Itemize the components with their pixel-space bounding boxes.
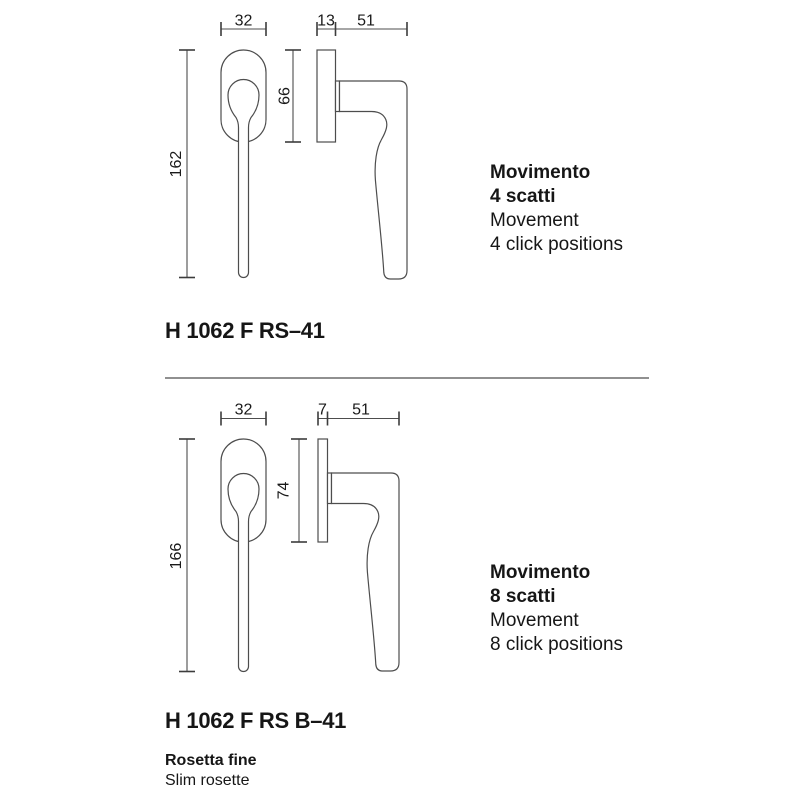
rosette-note	[165, 751, 257, 791]
dim-label: 13	[317, 12, 335, 30]
dimension-front-height	[168, 50, 195, 278]
drawing-top	[168, 13, 407, 280]
drawing-bottom	[168, 402, 399, 672]
rosette-side-outline	[317, 50, 336, 142]
movement-it-line1: Movimento	[490, 162, 591, 183]
movement-en-line1: Movement	[490, 610, 579, 631]
dimension-depth	[318, 402, 399, 426]
dim-label: 66	[276, 87, 294, 105]
section-divider	[165, 377, 649, 379]
product-code-bottom: H 1062 F RS B–41	[165, 708, 347, 733]
rosette-side-outline	[318, 439, 328, 542]
dim-label: 32	[234, 401, 253, 419]
dim-label: 32	[234, 12, 253, 30]
dim-label: 162	[168, 150, 185, 178]
handle-front-profile	[228, 80, 259, 278]
dimension-depth	[317, 13, 407, 37]
movement-it-line2: 8 scatti	[490, 586, 556, 607]
handle-side-profile	[328, 473, 400, 671]
movement-en-line1: Movement	[490, 210, 579, 231]
dim-label: 166	[168, 542, 185, 570]
handle-front-profile	[228, 474, 259, 672]
movement-en-line2: 4 click positions	[490, 234, 624, 255]
dimension-rosette-height	[277, 50, 302, 142]
dim-label: 51	[357, 12, 375, 30]
dim-label: 74	[275, 481, 293, 500]
product-code-top: H 1062 F RS–41	[165, 318, 325, 343]
dimension-rosette-height	[276, 439, 308, 542]
dim-label: 51	[352, 401, 370, 419]
rosette-note-title: Rosetta fine	[165, 752, 257, 769]
movement-note-bottom	[490, 561, 623, 657]
dimension-front-width	[221, 13, 266, 37]
dimension-front-width	[221, 402, 266, 426]
dim-label: 7	[318, 401, 327, 419]
movement-en-line2: 8 click positions	[490, 634, 624, 655]
handle-side-profile	[336, 81, 408, 279]
dimension-front-height	[168, 439, 195, 672]
movement-it-line2: 4 scatti	[490, 186, 556, 207]
movement-note-top	[490, 161, 623, 257]
movement-it-line1: Movimento	[490, 562, 591, 583]
rosette-note-subtitle: Slim rosette	[165, 772, 250, 789]
